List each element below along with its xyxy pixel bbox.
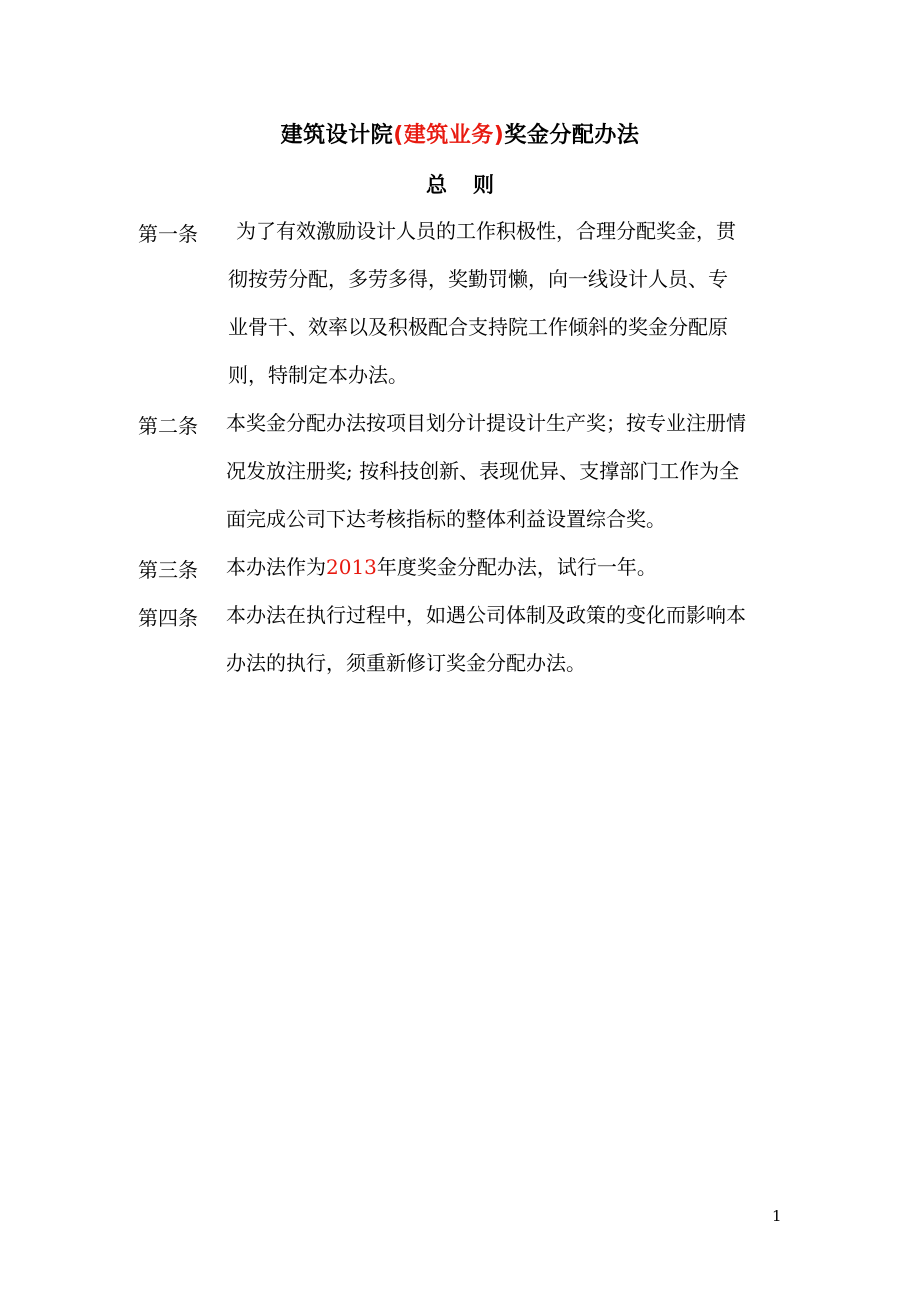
article-line: 本办法在执行过程中，如遇公司体制及政策的变化而影响本 [226, 603, 746, 627]
page-number: 1 [772, 1207, 782, 1225]
article-line: 办法的执行，须重新修订奖金分配办法。 [226, 651, 586, 675]
article-line: 则，特制定本办法。 [228, 363, 408, 387]
article-line: 本奖金分配办法按项目划分计提设计生产奖；按专业注册情 [226, 411, 746, 435]
section-heading-char-2: 则 [473, 173, 494, 197]
title-part-2-highlight: (建筑业务) [393, 123, 505, 148]
article-label: 第三条 [138, 558, 198, 582]
year-highlight: 2013 [326, 555, 377, 579]
title-part-3: 奖金分配办法 [504, 123, 640, 148]
article-body [226, 405, 746, 549]
article-text-after-year: 年度奖金分配办法，试行一年。 [376, 555, 657, 579]
article-line: 为了有效激励设计人员的工作积极性，合理分配奖金，贯 [236, 219, 736, 243]
document-title [0, 118, 920, 154]
article-body [228, 213, 736, 405]
article-line: 业骨干、效率以及积极配合支持院工作倾斜的奖金分配原 [228, 315, 728, 339]
section-heading-char-1: 总 [426, 173, 447, 197]
article-line: 彻按劳分配，多劳多得，奖勤罚懒，向一线设计人员、专 [228, 267, 728, 291]
article-line [226, 549, 657, 597]
title-part-1: 建筑设计院 [280, 123, 394, 148]
article-line: 面完成公司下达考核指标的整体利益设置综合奖。 [226, 507, 666, 531]
article-text-before-year: 本办法作为 [226, 555, 326, 579]
article-label: 第一条 [138, 222, 198, 246]
article-body [226, 597, 746, 693]
article-label: 第四条 [138, 606, 198, 630]
article-line: 况发放注册奖; 按科技创新、表现优异、支撑部门工作为全 [226, 459, 740, 483]
article-label: 第二条 [138, 414, 198, 438]
section-heading [0, 168, 920, 202]
article-body [226, 549, 657, 597]
